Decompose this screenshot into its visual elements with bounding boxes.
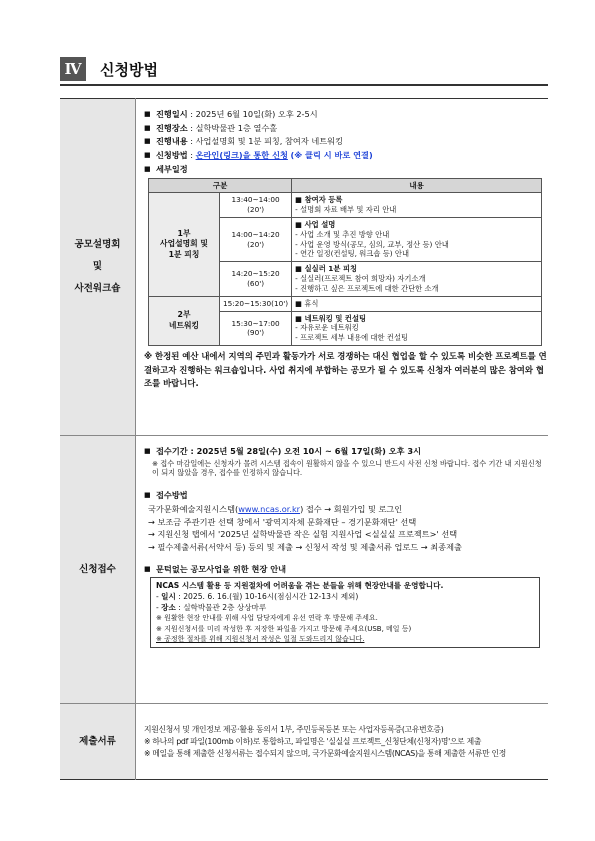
ncas-link[interactable]: www.ncas.or.kr <box>238 503 301 514</box>
schedule-detail: ■ 참여자 등록 - 설명회 자료 배부 및 자리 안내 <box>292 193 542 218</box>
briefing-label: 공모설명회 및 사전워크숍 <box>60 99 136 436</box>
schedule-group-1: 1부 사업설명회 및 1분 피칭 <box>149 193 220 297</box>
period-note: ※ 접수 마감일에는 신청자가 몰려 시스템 접속이 원활하지 않을 수 있으니 반드시 사전 신청 바랍니다. 접수 기간 내 지원신청이 되지 않았을 경우, 접수를 인정하지 않습니다. <box>152 458 542 478</box>
section-header <box>60 57 158 81</box>
submission-label: 신청접수 <box>60 436 136 704</box>
briefing-item-schedule: ■ 세부일정 <box>144 163 188 174</box>
briefing-content <box>136 99 549 436</box>
workshop-note: ※ 한정된 예산 내에서 지역의 주민과 활동가가 서로 경쟁하는 대신 협업을 할 수 있도록 비슷한 프로젝트를 연결하고자 진행하는 워크숍입니다. 사업 취지에 부합하는 공모가 될 수 있도록 신청자 여러분의 많은 참여와 협조를 바랍니다. <box>144 351 547 388</box>
schedule-detail: ■ 네트워킹 및 컨설팅 - 자유로운 네트워킹 - 프로젝트 세부 내용에 대한 컨설팅 <box>292 311 542 346</box>
header-divider <box>60 84 548 86</box>
application-table <box>60 98 548 780</box>
schedule-header: 구분 내용 <box>149 178 542 193</box>
section-number: Ⅳ <box>60 57 86 81</box>
submission-content <box>136 436 549 704</box>
schedule-time: 15:30~17:00 (90') <box>220 311 292 346</box>
method-steps: 국가문화예술지원시스템(www.ncas.or.kr) 접수 → 회원가입 및 로그인 → 보조금 주관기관 선택 창에서 '광역지자체 문화재단 – 경기문화재단' 선택 → 지원신청 탭에서 '2025년 실학박물관 작은 실험 지원사업 <실실실 프로젝트>' 선택 → 필수제출서류(서약서 등) 등의 및 제출 → 신청서 작성 및 제출서류 업로드 → 최종제출 <box>148 503 462 552</box>
schedule-detail: ■ 휴식 <box>292 296 542 311</box>
table-row <box>149 296 542 311</box>
schedule-table <box>148 178 542 347</box>
submission-row <box>60 436 548 704</box>
onsite-guide: ■ 문턱없는 공모사업을 위한 현장 안내 <box>144 563 287 574</box>
schedule-time: 15:20~15:30(10') <box>220 296 292 311</box>
briefing-item-place: ■ 진행장소 : 실학박물관 1층 열수홀 <box>144 122 278 133</box>
documents-row <box>60 704 548 780</box>
documents-label: 제출서류 <box>60 704 136 780</box>
schedule-time: 14:20~15:20 (60') <box>220 262 292 297</box>
schedule-time: 13:40~14:00 (20') <box>220 193 292 218</box>
onsite-guide-box: NCAS 시스템 활용 등 지원절차에 어려움을 겪는 분들을 위해 현장안내를 운영합니다. - 일시 : 2025. 6. 16.(월) 10-16시(점심시간 12-13시 제외) - 장소 : 실학박물관 2층 상상마루 ※ 원활한 현장 안내를 위해 사업 담당자에게 유선 연락 후 방문해 주세요. ※ 지원신청서를 미리 작성한 후 저장한 파일을 가지고 방문해 주세요(USB, 메일 등) ※ 공정한 절차를 위해 지원신청서 작성은 일절 도와드리지 않습니다. <box>150 577 540 648</box>
schedule-detail: ■ 실실러 1분 피칭 - 실실러(프로젝트 참여 희망자) 자기소개 - 진행하고 싶은 프로젝트에 대한 간단한 소개 <box>292 262 542 297</box>
schedule-time: 14:00~14:20 (20') <box>220 217 292 261</box>
submission-method: ■ 접수방법 <box>144 490 188 501</box>
schedule-detail: ■ 사업 설명 - 사업 소개 및 추진 방향 안내 - 사업 운영 방식(공모, 심의, 교부, 정산 등) 안내 - 연간 일정(컨설팅, 워크숍 등) 안내 <box>292 217 542 261</box>
schedule-group-2: 2부 네트워킹 <box>149 296 220 345</box>
online-application-link[interactable]: 온라인(링크)을 통한 신청 <box>195 150 288 161</box>
table-row <box>149 193 542 218</box>
briefing-item-datetime: ■ 진행일시 : 2025년 6월 10일(화) 오후 2-5시 <box>144 109 318 119</box>
submission-period: ■ 접수기간 : 2025년 5월 28일(수) 오전 10시 ~ 6월 17일(화) 오후 3시 <box>144 446 421 456</box>
briefing-item-content: ■ 진행내용 : 사업설명회 및 1분 피칭, 참여자 네트워킹 <box>144 136 343 147</box>
briefing-row <box>60 99 548 436</box>
documents-content: 지원신청서 및 개인정보 제공·활용 동의서 1부, 주민등록등본 또는 사업자등록증(고유번호증) ※ 하나의 pdf 파일(100mb 이하)로 통합하고, 파일명은 '실실실 프로젝트_신청단체(신청자)명'으로 제출 ※ 메일을 통해 제출한 신청서류는 접수되지 않으며, 국가문화예술지원시스템(NCAS)을 통해 제출한 서류만 인정 <box>136 704 549 780</box>
section-title: 신청방법 <box>100 60 158 79</box>
briefing-item-method: ■ 신청방법 : 온라인(링크)을 통한 신청 (※ 클릭 시 바로 연결) <box>144 150 373 161</box>
